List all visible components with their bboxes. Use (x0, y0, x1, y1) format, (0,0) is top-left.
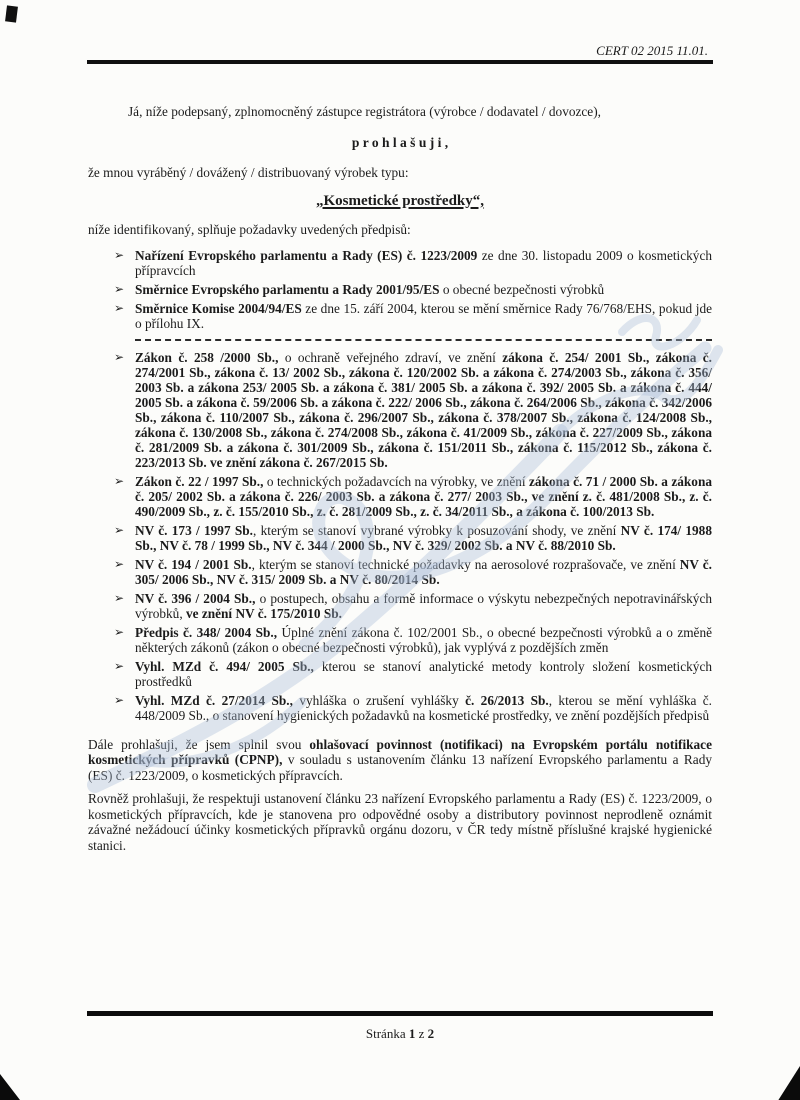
scan-artifact-bottom-left (0, 1074, 20, 1100)
bottom-rule (87, 1011, 713, 1016)
list-bullet-icon: ➢ (114, 591, 125, 605)
national-regulations-list (88, 350, 712, 723)
list-bullet-icon: ➢ (114, 557, 125, 571)
list-bullet-icon: ➢ (114, 301, 125, 315)
list-item-text: NV č. 173 / 1997 Sb., kterým se stanoví vybrané výrobky k posuzování shody, ve znění NV č. 174/ 1988 Sb., NV č. 78 / 1999 Sb., NV č. 344 / 2000 Sb., NV č. 329/ 2002 Sb. a NV č. 88/2010 Sb. (135, 522, 712, 553)
list-item (88, 557, 712, 587)
list-bullet-icon: ➢ (114, 248, 125, 262)
scan-artifact-bottom-right (776, 1066, 800, 1100)
list-item (88, 625, 712, 655)
list-item-text: Zákon č. 22 / 1997 Sb., o technických požadavcích na výrobky, ve znění zákona č. 71 / 2000 Sb. a zákona č. 205/ 2002 Sb. a zákona č. 226/ 2003 Sb. a zákona č. 277/ 2003 Sb., ve znění z. č. 481/2008 Sb., z. č. 490/2009 Sb., z. č. 155/2010 Sb., z. č. 281/2009 Sb., z. č. 34/2011 Sb., a zákona č. 100/2013 Sb. (135, 473, 712, 519)
list-item-text: Směrnice Komise 2004/94/ES ze dne 15. září 2004, kterou se mění směrnice Rady 76/768/EHS, pokud jde o přílohu IX. (135, 300, 712, 331)
list-item-text: NV č. 396 / 2004 Sb., o postupech, obsahu a formě informace o výskytu nebezpečných nepotravinářských výrobků, ve znění NV č. 175/2010 Sb. (135, 590, 713, 621)
product-title (88, 194, 712, 210)
document-reference: CERT 02 2015 11.01. (596, 43, 708, 58)
list-item-text: Předpis č. 348/ 2004 Sb., Úplné znění zákona č. 102/2001 Sb., o obecné bezpečnosti výrobků a o změně některých zákonů (zákon o obecné bezpečnosti výrobků), jak vyplývá z pozdějších změn (135, 624, 713, 655)
list-item (88, 523, 712, 553)
declaration-word: p r o h l a š u j i , (351, 134, 449, 150)
scan-artifact-top-left (5, 5, 18, 22)
regulations-separator (135, 339, 712, 341)
list-item (88, 474, 712, 519)
list-bullet-icon: ➢ (114, 523, 125, 537)
notification-paragraph: Dále prohlašuji, že jsem splnil svou ohlašovací povinnost (notifikaci) na Evropském portálu notifikace kosmetických přípravků (CPNP), v souladu s ustanovením článku 13 nařízení Evropského parlamentu a Rady (ES) č. 1223/2009, o kosmetických přípravcích. (88, 736, 712, 783)
requirements-line: níže identifikovaný, splňuje požadavky uvedených předpisů: (88, 222, 411, 237)
list-bullet-icon: ➢ (114, 625, 125, 639)
list-bullet-icon: ➢ (114, 474, 125, 488)
product-title-text: „Kosmetické prostředky“, (315, 192, 485, 209)
list-item-text: Zákon č. 258 /2000 Sb., o ochraně veřejného zdraví, ve znění zákona č. 254/ 2001 Sb., zákona č. 274/2001 Sb., zákona č. 13/ 2002 Sb., zákona č. 120/2002 Sb. a zákona č. 274/2003 Sb., zákona č. 356/ 2003 Sb. a zákona 253/ 2005 Sb. a zákona č. 381/ 2005 Sb. a zákona č. 392/ 2005 Sb. a zákona č. 444/ 2005 Sb. a zákona č. 59/2006 Sb. a zákona č. 222/ 2006 Sb., zákona č. 264/2006 Sb., zákona č. 342/2006 Sb., zákona č. 110/2007 Sb., zákona č. 296/2007 Sb., zákona č. 378/2007 Sb., zákona č. 124/2008 Sb., zákona č. 130/2008 Sb., zákona č. 274/2008 Sb., zákona č. 41/2009 Sb., zákona č. 227/2009 Sb., zákona č. 281/2009 Sb. a zákona č. 301/2009 Sb., zákona č. 151/2011 Sb., zákona č. 115/2012 Sb., zákona č. 223/2013 Sb. ve znění zákona č. 267/2015 Sb. (135, 349, 712, 470)
list-item-text: Nařízení Evropského parlamentu a Rady (ES) č. 1223/2009 ze dne 30. listopadu 2009 o kosmetických přípravcích (135, 247, 712, 278)
intro-paragraph: Já, níže podepsaný, zplnomocněný zástupce registrátora (výrobce / dodavatel / dovozce), (128, 104, 601, 119)
list-item (88, 301, 712, 331)
list-bullet-icon: ➢ (114, 659, 125, 673)
list-bullet-icon: ➢ (114, 350, 125, 364)
page-footer: Stránka 1 z 2 (365, 1026, 435, 1041)
list-item (88, 248, 712, 278)
list-bullet-icon: ➢ (114, 282, 125, 296)
product-type-line: že mnou vyráběný / dovážený / distribuovaný výrobek typu: (88, 165, 409, 180)
list-item (88, 659, 712, 689)
list-item-text: Vyhl. MZd č. 27/2014 Sb., vyhláška o zrušení vyhlášky č. 26/2013 Sb., kterou se mění vyhláška č. 448/2009 Sb., o stanovení hygienických požadavků na kosmetické prostředky, ve znění pozdějších předpisů (135, 692, 713, 723)
list-item (88, 282, 712, 297)
supervision-paragraph: Rovněž prohlašuji, že respektuji ustanovení článku 23 nařízení Evropského parlamentu a Rady (ES) č. 1223/2009, o kosmetických přípravcích, kde je stanovena pro odpovědné osoby a distributory povinnost neprodleně oznámit závažné nežádoucí účinky kosmetických přípravků orgánu dozoru, v ČR tedy místně příslušné krajské hygienické stanici. (88, 791, 712, 853)
list-item (88, 591, 712, 621)
eu-regulations-list (88, 248, 712, 331)
list-item-text: NV č. 194 / 2001 Sb., kterým se stanoví technické požadavky na aerosolové rozprašovače, ve znění NV č. 305/ 2006 Sb., NV č. 315/ 2009 Sb. a NV č. 80/2014 Sb. (135, 556, 712, 587)
list-item (88, 693, 712, 723)
document-body (88, 104, 712, 853)
top-rule (87, 60, 713, 64)
list-item (88, 350, 712, 470)
list-bullet-icon: ➢ (114, 693, 125, 707)
list-item-text: Vyhl. MZd č. 494/ 2005 Sb., kterou se stanoví analytické metody kontroly složení kosmetických prostředků (135, 658, 712, 689)
list-item-text: Směrnice Evropského parlamentu a Rady 2001/95/ES o obecné bezpečnosti výrobků (135, 281, 605, 297)
